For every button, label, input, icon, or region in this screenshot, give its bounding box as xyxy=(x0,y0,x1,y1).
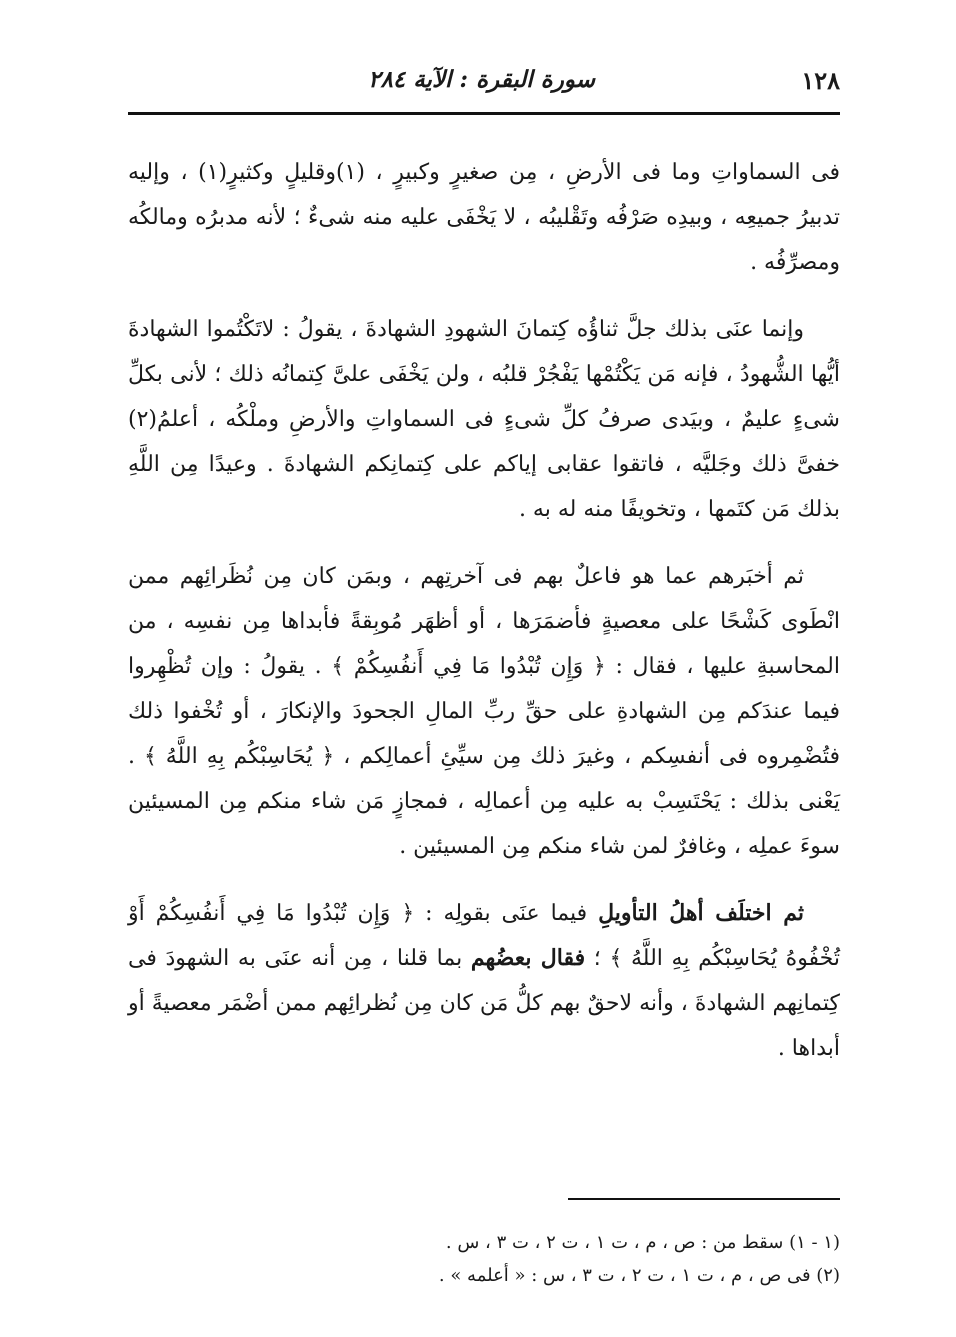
paragraph-3: ثم أخبَرهم عما هو فاعلٌ بهم فى آخرتِهم ، وبمَن كان مِن نُظَرائِهم ممن انْطَوى كَشْحًا على معصيةٍ فأضمَرَها ، أو أظهَر مُوبِقةً فأبداها مِن نفسِه ، من المحاسبةِ عليها ، فقال : ﴿ وَإِن تُبْدُوا مَا فِي أَنفُسِكُمْ ﴾ . يقولُ : وإن تُظْهِروا فيما عندَكم مِن الشهادةِ على حقِّ ربِّ المالِ الجحودَ والإنكارَ ، أو تُخْفوا ذلك فتُضْمِروه فى أنفسِكم ، وغيرَ ذلك مِن سيِّئِ أعمالِكم ، ﴿ يُحَاسِبْكُم بِهِ اللَّهُ ﴾ . يَعْنى بذلك : يَحْتَسِبْ به عليه مِن أعمالِه ، فمجازٍ مَن شاء منكم مِن المسيئين سوءَ عملِه ، وغافرٌ لمن شاء منكم مِن المسيئين . xyxy=(128,564,840,859)
paragraph-2: وإنما عنَى بذلك جلَّ ثناؤُه كِتمانَ الشهودِ الشهادةَ ، يقولُ : لاتَكْتُموا الشهادةَ أيُّها الشُّهودُ ، فإنه مَن يَكْتُمْها يَفْجُرْ قلبُه ، ولن يَخْفَى علىَّ كِتمانُه ذلك ؛ لأنى بكلِّ شىءٍ عليمٌ ، وبيَدى صرفُ كلِّ شىءٍ فى السماواتِ والأرضِ وملْكُه ، أعلمُ(٢) خفىَّ ذلك وجَليَّه ، فاتقوا عقابى إياكم على كِتمانِكم الشهادةَ . وعيدًا مِن اللَّهِ بذلك مَن كتَمها ، وتخويفًا منه له به . xyxy=(128,317,840,522)
footnote-2: (٢) فى ص ، م ، ت ١ ، ت ٢ ، ت ٣ ، س : « أعلمه » . xyxy=(438,1265,840,1286)
footnote-1: (١ - ١) سقط من : ص ، م ، ت ١ ، ت ٢ ، ت ٣ ، س . xyxy=(445,1232,840,1253)
paragraph-1: فى السماواتِ وما فى الأرضِ ، مِن صغيرٍ وكبيرٍ ، (١)وقليلٍ وكثيرٍ(١) ، وإليه تدبيرُ جميعِه ، وبيدِه صَرْفُه وتَقْليبُه ، لا يَخْفَى عليه منه شىءٌ ؛ لأنه مدبرُه ومالكُه ومصرِّفُه . xyxy=(128,160,841,275)
page-header xyxy=(128,58,840,118)
paragraph-4-text-a: فيما عنَى بقولِه : ﴿ وَإِن تُبْدُوا مَا فِي أَنفُسِكُمْ أَوْ تُخْفُوهُ يُحَاسِبْكُم بِهِ اللَّهُ ﴾ ؛ xyxy=(128,901,841,971)
paragraph-4-lead: ثم اختلَف أهلُ التأويلِ xyxy=(598,900,805,926)
main-text xyxy=(128,150,840,1071)
paragraph-4-bold-b: فقال بعضُهم xyxy=(470,945,586,971)
footnote-rule xyxy=(568,1198,840,1200)
page-number: ١٢٨ xyxy=(801,66,840,95)
footnotes xyxy=(128,1226,840,1292)
paragraph-4-text-b: بما قلنا ، مِن أنه عنَى به الشهودَ فى كِتمانِهم الشهادةَ ، وأنه لاحقٌ بهم كلُّ مَن كان مِن نُظرائِهم ممن أضْمَر معصيةً أو أبداها . xyxy=(128,946,840,1061)
header-rule xyxy=(128,112,840,115)
running-title: سورة البقرة : الآية ٢٨٤ xyxy=(368,66,595,93)
paragraph-4 xyxy=(128,891,840,1071)
